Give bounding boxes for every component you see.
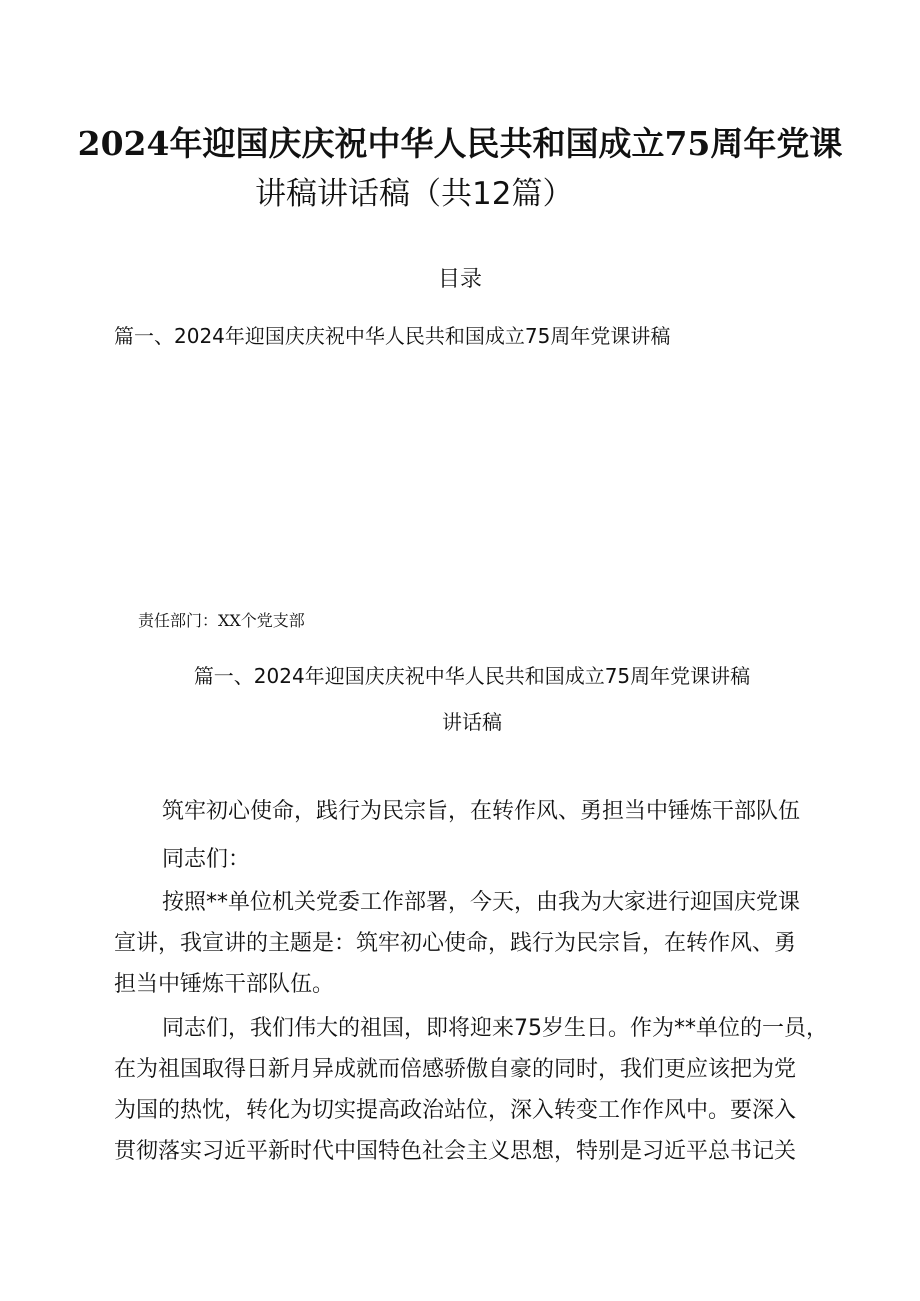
document-title-line-1: 2024年迎国庆庆祝中华人民共和国成立75周年党课 (77, 124, 843, 163)
section-title-line-2: 讲话稿 (442, 710, 502, 734)
salutation: 同志们： (162, 847, 251, 872)
paragraph-1 (114, 882, 834, 1005)
paragraph-line: 同志们，我们伟大的祖国，即将迎来75岁生日。作为**单位的一员， (162, 1016, 828, 1041)
responsible-department: 责任部门：XX个党支部 (138, 611, 305, 630)
toc-item: 篇一、2024年迎国庆庆祝中华人民共和国成立75周年党课讲稿 (114, 324, 671, 348)
toc-heading: 目录 (437, 267, 482, 292)
document-title-line-2: 讲稿讲话稿（共12篇） (255, 176, 574, 212)
speech-subtitle: 筑牢初心使命，践行为民宗旨，在转作风、勇担当中锤炼干部队伍 (162, 799, 801, 824)
paragraph-line: 宣讲，我宣讲的主题是：筑牢初心使命，践行为民宗旨，在转作风、勇 (114, 931, 797, 956)
section-title-line-1: 篇一、2024年迎国庆庆祝中华人民共和国成立75周年党课讲稿 (193, 664, 751, 688)
paragraph-line: 为国的热忱，转化为切实提高政治站位，深入转变工作作风中。要深入 (114, 1098, 797, 1123)
paragraph-2 (114, 1008, 834, 1172)
paragraph-line: 担当中锤炼干部队伍。 (114, 972, 335, 997)
paragraph-line: 按照**单位机关党委工作部署，今天，由我为大家进行迎国庆党课 (162, 890, 801, 915)
paragraph-line: 贯彻落实习近平新时代中国特色社会主义思想，特别是习近平总书记关 (114, 1139, 797, 1164)
paragraph-line: 在为祖国取得日新月异成就而倍感骄傲自豪的同时，我们更应该把为党 (114, 1057, 797, 1082)
